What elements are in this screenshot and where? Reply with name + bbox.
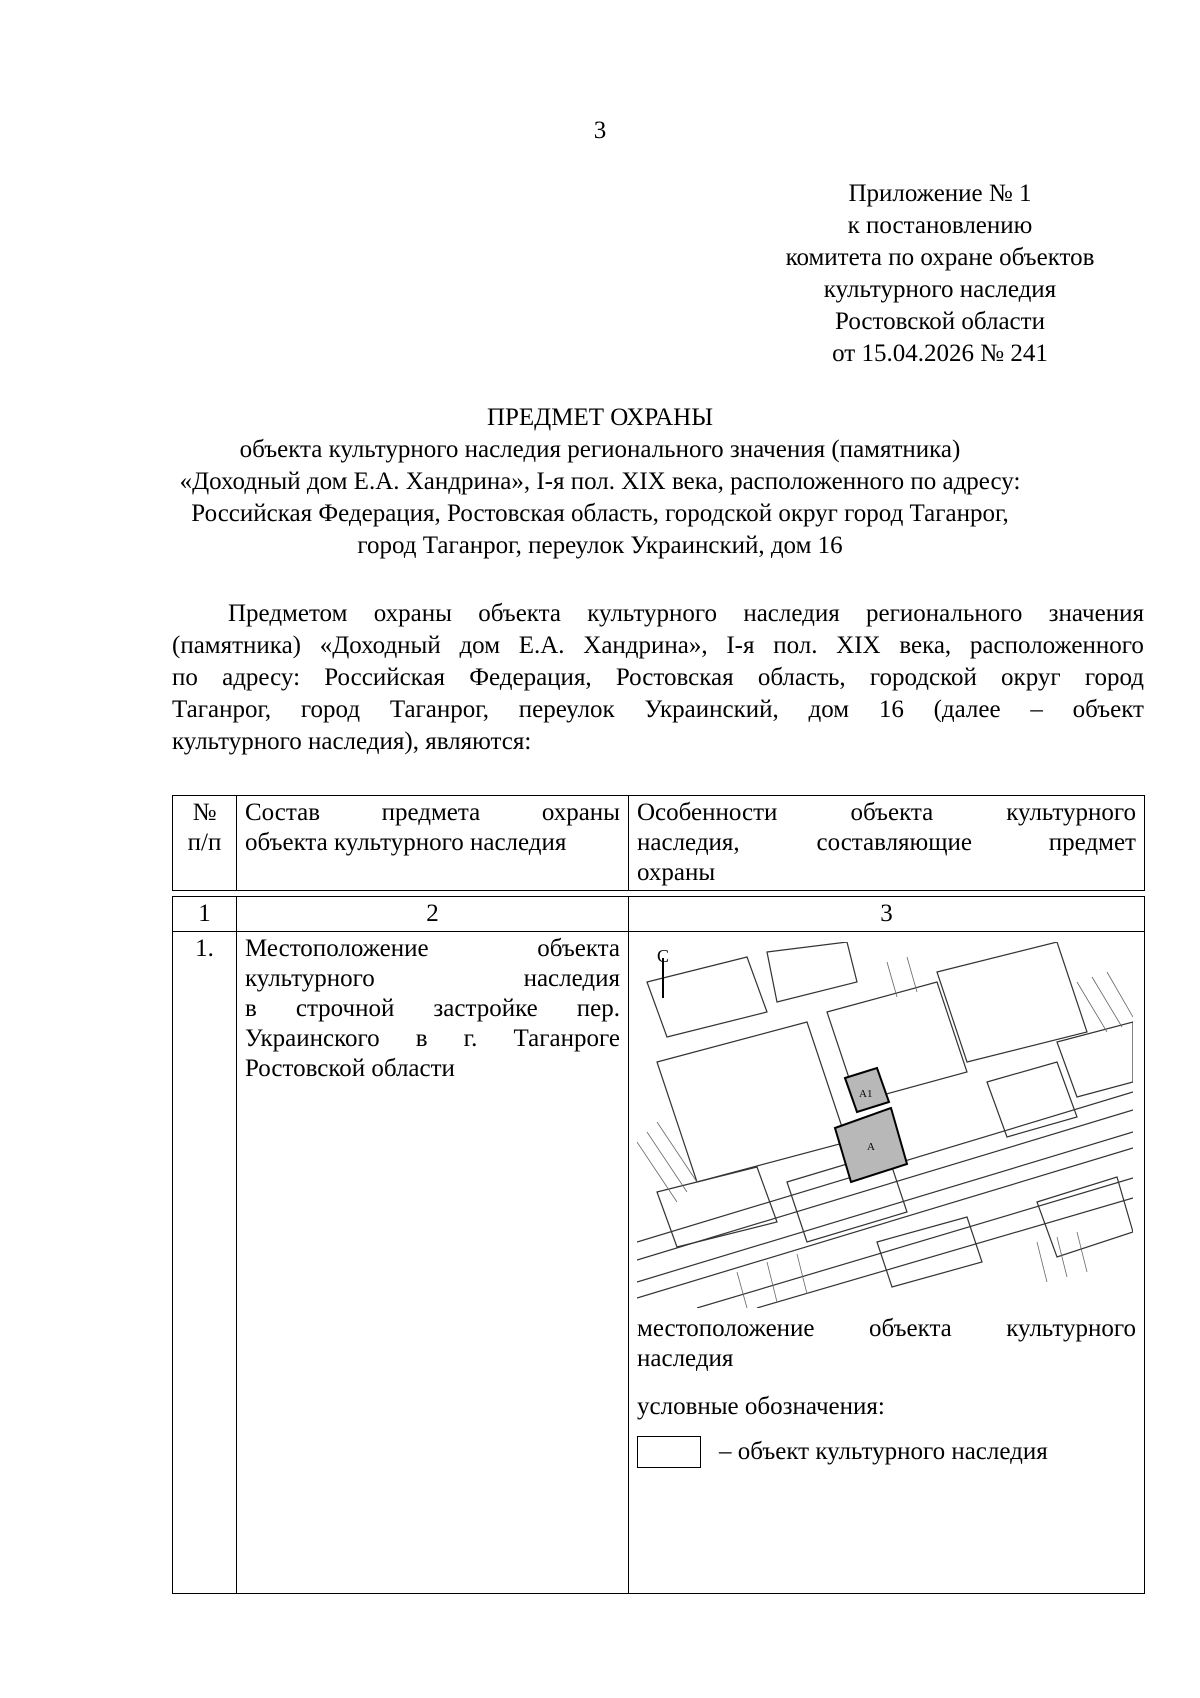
word: в bbox=[245, 995, 257, 1022]
word: культурного bbox=[1006, 799, 1136, 826]
table-row bbox=[173, 932, 1145, 1594]
word: Ростовская bbox=[615, 664, 734, 691]
word: Федерация, bbox=[469, 664, 592, 691]
paragraph-line bbox=[172, 694, 1144, 726]
subheading-line: город Таганрог, переулок Украинский, дом 16 bbox=[357, 532, 843, 559]
header-features-line bbox=[637, 798, 1136, 828]
word: пер. bbox=[576, 995, 620, 1022]
word: века, bbox=[899, 632, 952, 659]
subheading-line: «Доходный дом Е.А. Хандрина», I-я пол. XIX века, расположенного по адресу: bbox=[179, 468, 1021, 495]
word: (памятника) bbox=[172, 632, 301, 659]
word: переулок bbox=[518, 696, 615, 723]
column-number: 1 bbox=[173, 897, 237, 932]
word: – bbox=[1030, 696, 1043, 723]
document-heading: ПРЕДМЕТ ОХРАНЫ bbox=[486, 404, 714, 431]
header-features-cell bbox=[629, 796, 1145, 891]
map-caption-line bbox=[637, 1314, 1136, 1344]
paragraph-line bbox=[172, 630, 1144, 662]
word: наследия bbox=[743, 600, 840, 627]
word: в bbox=[415, 1025, 428, 1052]
word: город bbox=[1084, 664, 1144, 691]
word: объект bbox=[1072, 696, 1144, 723]
appendix-line: культурного наследия bbox=[823, 276, 1057, 303]
word: объекта bbox=[478, 600, 561, 627]
word: г. bbox=[463, 1025, 478, 1052]
legend-item-label: – объект культурного наследия bbox=[719, 1438, 1048, 1465]
word: Предметом bbox=[228, 600, 348, 627]
document-subheading bbox=[0, 434, 1200, 562]
legend-swatch bbox=[637, 1436, 701, 1468]
annex-label: А1 bbox=[859, 1088, 873, 1100]
word: культурного bbox=[245, 965, 375, 992]
word: Таганроге bbox=[513, 1025, 620, 1052]
composition-line bbox=[245, 994, 620, 1024]
column-number: 3 bbox=[629, 897, 1145, 932]
word: область, bbox=[757, 664, 846, 691]
paragraph-line: культурного наследия), являются: bbox=[172, 728, 532, 755]
header-features-line bbox=[637, 828, 1136, 858]
word: предмет bbox=[1048, 829, 1136, 856]
appendix-line: Приложение № 1 bbox=[848, 180, 1032, 207]
word: строчной bbox=[295, 995, 395, 1022]
composition-line: Ростовской области bbox=[245, 1055, 455, 1082]
word: Украинского bbox=[245, 1025, 380, 1052]
word: регионального bbox=[866, 600, 1023, 627]
word: пол. bbox=[773, 632, 818, 659]
column-numbering-row bbox=[173, 897, 1145, 932]
paragraph-line bbox=[172, 598, 1144, 630]
composition-line bbox=[245, 964, 620, 994]
word: Хандрина», bbox=[583, 632, 708, 659]
word: охраны bbox=[373, 600, 452, 627]
word: охраны bbox=[541, 799, 620, 826]
row-number: 1. bbox=[173, 932, 237, 1594]
legend-title: условные обозначения: bbox=[637, 1393, 885, 1420]
header-composition-cell bbox=[237, 796, 629, 891]
word: предмета bbox=[381, 799, 481, 826]
composition-line bbox=[245, 934, 620, 964]
site-map-image bbox=[637, 942, 1133, 1308]
word: застройке bbox=[433, 995, 538, 1022]
word: местоположение bbox=[637, 1315, 815, 1342]
word: объекта bbox=[869, 1315, 952, 1342]
header-number-cell bbox=[173, 796, 237, 891]
appendix-line: к постановлению bbox=[847, 212, 1033, 239]
header-table bbox=[172, 795, 1145, 891]
word: XIX bbox=[836, 632, 881, 659]
word: дом bbox=[808, 696, 850, 723]
word: 16 bbox=[878, 696, 904, 723]
paragraph-line bbox=[172, 662, 1144, 694]
legend-item bbox=[637, 1436, 1136, 1468]
main-building-label: А bbox=[867, 1141, 875, 1153]
header-features-line: охраны bbox=[637, 859, 716, 886]
map-caption-line: наследия bbox=[637, 1345, 734, 1372]
word: по bbox=[172, 664, 198, 691]
word: округ bbox=[1001, 664, 1061, 691]
word: (далее bbox=[933, 696, 1001, 723]
word: «Доходный bbox=[319, 632, 441, 659]
word: культурного bbox=[1006, 1315, 1136, 1342]
word: город bbox=[300, 696, 361, 723]
word: значения bbox=[1048, 600, 1144, 627]
subheading-line: Российская Федерация, Ростовская область, городской округ город Таганрог, bbox=[191, 500, 1009, 527]
word: наследия bbox=[523, 965, 620, 992]
word: объекта bbox=[850, 799, 934, 826]
word: Местоположение bbox=[245, 935, 429, 962]
page-number: 3 bbox=[593, 117, 607, 144]
composition-line bbox=[245, 1024, 620, 1054]
intro-paragraph bbox=[172, 598, 1144, 758]
word: Украинский, bbox=[644, 696, 779, 723]
word: объекта bbox=[537, 935, 620, 962]
header-composition-line: объекта культурного наследия bbox=[245, 829, 567, 856]
appendix-block bbox=[740, 178, 1140, 370]
appendix-line: Ростовской области bbox=[835, 308, 1045, 335]
subheading-line: объекта культурного наследия регионального значения (памятника) bbox=[239, 436, 961, 463]
word: Особенности bbox=[637, 799, 778, 826]
word: I-я bbox=[726, 632, 755, 659]
composition-cell bbox=[237, 932, 629, 1594]
appendix-line: комитета по охране объектов bbox=[785, 244, 1095, 271]
word: городской bbox=[869, 664, 977, 691]
word: дом bbox=[459, 632, 501, 659]
word: Е.А. bbox=[518, 632, 565, 659]
column-number: 2 bbox=[237, 897, 629, 932]
word: Таганрог, bbox=[172, 696, 272, 723]
features-cell bbox=[629, 932, 1145, 1594]
word: наследия, bbox=[637, 829, 740, 856]
word: Таганрог, bbox=[389, 696, 489, 723]
word: культурного bbox=[587, 600, 717, 627]
word: Состав bbox=[245, 799, 321, 826]
word: составляющие bbox=[816, 829, 972, 856]
word: расположенного bbox=[969, 632, 1144, 659]
appendix-line: от 15.04.2026 № 241 bbox=[832, 340, 1048, 367]
header-number-line: п/п bbox=[187, 829, 222, 856]
site-map bbox=[637, 942, 1133, 1308]
header-number-line: № bbox=[192, 799, 217, 826]
north-label: С bbox=[657, 946, 670, 966]
word: адресу: bbox=[222, 664, 301, 691]
header-composition-line bbox=[245, 798, 620, 828]
word: Российская bbox=[324, 664, 446, 691]
content-table bbox=[172, 896, 1145, 1594]
